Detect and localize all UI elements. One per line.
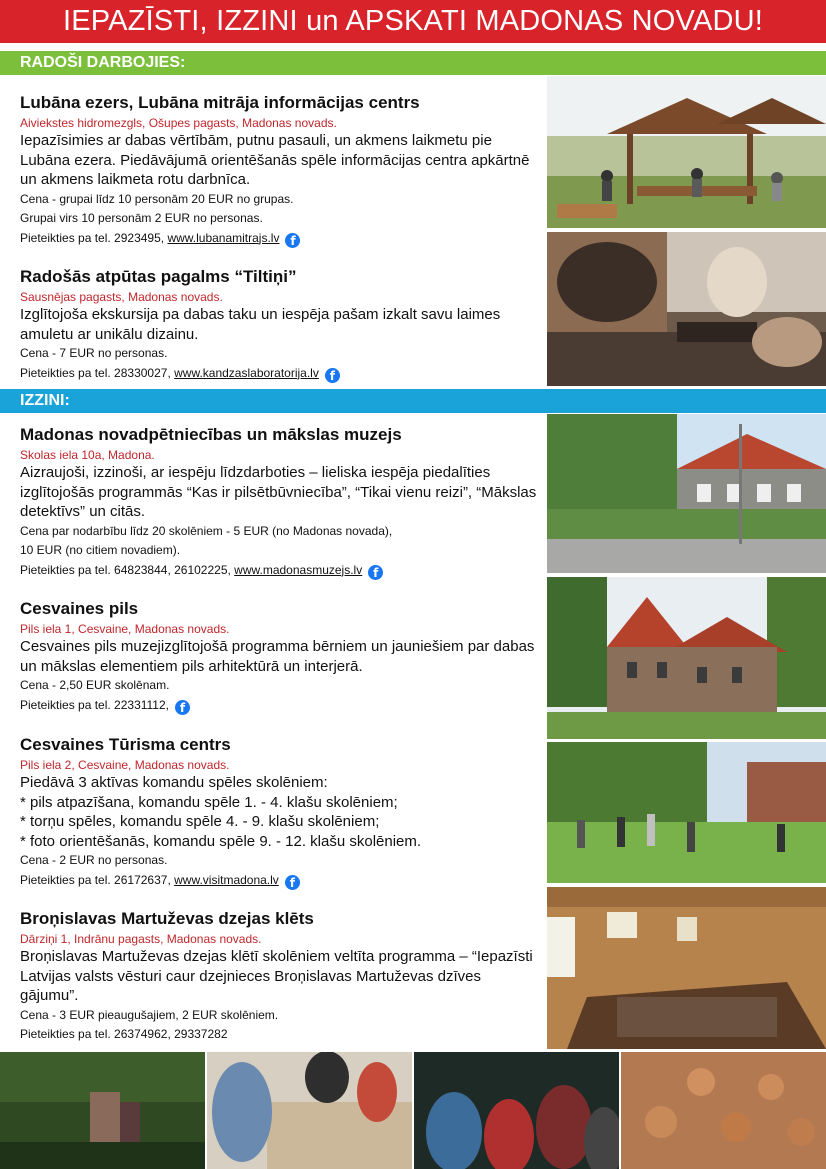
- entry-lubana: [20, 92, 540, 248]
- entry-tiltini: [20, 266, 540, 383]
- section-learn-heading: IZZINI:: [0, 389, 826, 413]
- contact-text: Pieteikties pa tel. 28330027,: [20, 365, 175, 380]
- entry-price: Cena - 2,50 EUR skolēnam.: [20, 678, 170, 692]
- facebook-icon[interactable]: f: [368, 565, 383, 580]
- photo-students-group: [414, 1052, 619, 1169]
- photo-lubana-gazebo: [547, 76, 826, 228]
- facebook-icon[interactable]: f: [175, 700, 190, 715]
- entry-description: Aizraujoši, izzinoši, ar iespēju līdzdarboties – lieliska iespēja piedalīties izglītojošās programmās “Kas ir pilsētbūvniecība”, “Tikai vienu reizi”, “Mākslas detektīvs” un citās.: [20, 464, 537, 520]
- page-banner: IEPAZĪSTI, IZZINI un APSKATI MADONAS NOVADU!: [0, 0, 826, 43]
- entry-price: 10 EUR (no citiem novadiem).: [20, 543, 181, 557]
- entry-contact: Pieteikties pa tel. 26374962, 29337282: [20, 1027, 228, 1041]
- entry-contact: [20, 364, 540, 384]
- entry-cesvaine-castle: [20, 598, 540, 715]
- entry-contact: [20, 229, 540, 249]
- entry-price: Cena par nodarbību līdz 20 skolēniem - 5 EUR (no Madonas novada),: [20, 523, 393, 538]
- contact-text: Pieteikties pa tel. 22331112,: [20, 697, 169, 712]
- website-link[interactable]: www.kandzaslaboratorija.lv: [174, 365, 319, 380]
- entry-description: Iepazīsimies ar dabas vērtībām, putnu pasauli, un akmens laikmetu pie Lubāna ezera. Piedāvājumā orientēšanās spēle informācijas centra apkārtnē un akmens laikmeta rotu darbnīca.: [20, 132, 530, 188]
- entry-price: Grupai virs 10 personām 2 EUR no personas.: [20, 211, 263, 225]
- entry-price: Cena - 2 EUR no personas.: [20, 853, 168, 867]
- photo-forest-hike: [0, 1052, 205, 1169]
- entry-contact: [20, 871, 540, 891]
- entry-contact: [20, 561, 540, 581]
- entry-description: Broņislavas Martuževas dzejas klētī skolēniem veltīta programma – “Iepazīsti Latvijas valsts vēsturi caur dzejnieces Broņislavas Martuževas dzīves gājumu”.: [20, 948, 533, 1004]
- section-create-heading: RADOŠI DARBOJIES:: [0, 51, 826, 75]
- entry-description: * pils atpazīšana, komandu spēle 1. - 4. klašu skolēniem;: [20, 793, 398, 811]
- photo-amulets: [621, 1052, 826, 1169]
- website-link[interactable]: www.madonasmuzejs.lv: [234, 562, 363, 577]
- entry-madona-museum: [20, 424, 540, 580]
- entry-description: Piedāvā 3 aktīvas komandu spēles skolēniem:: [20, 774, 328, 791]
- entry-title: Lubāna ezers, Lubāna mitrāja informācijas centrs: [20, 93, 420, 112]
- entry-address: Skolas iela 10a, Madona.: [20, 448, 155, 462]
- facebook-icon[interactable]: f: [285, 875, 300, 890]
- entry-cesvaine-tourism: [20, 734, 540, 890]
- entry-description: * torņu spēles, komandu spēle 4. - 9. klašu skolēniem;: [20, 813, 380, 830]
- entry-address: Pils iela 2, Cesvaine, Madonas novads.: [20, 758, 230, 772]
- entry-title: Cesvaines pils: [20, 599, 139, 618]
- entry-title: Madonas novadpētniecības un mākslas muzejs: [20, 425, 402, 444]
- entry-contact: [20, 696, 540, 716]
- photo-madona-museum: [547, 414, 826, 573]
- entry-title: Radošās atpūtas pagalms “Tiltiņi”: [20, 267, 297, 286]
- entry-price: Cena - grupai līdz 10 personām 20 EUR no grupas.: [20, 191, 294, 206]
- photo-cesvaine-castle: [547, 577, 826, 739]
- photo-map-table: [207, 1052, 412, 1169]
- facebook-icon[interactable]: f: [325, 368, 340, 383]
- entry-address: Aiviekstes hidromezgls, Ošupes pagasts, Madonas novads.: [20, 116, 337, 130]
- photo-cesvaine-games: [547, 742, 826, 883]
- entry-description: * foto orientēšanās, komandu spēle 9. - 12. klašu skolēniem.: [20, 832, 422, 850]
- contact-text: Pieteikties pa tel. 64823844, 26102225,: [20, 562, 235, 577]
- contact-text: Pieteikties pa tel. 26172637,: [20, 872, 175, 887]
- website-link[interactable]: www.visitmadona.lv: [174, 872, 279, 887]
- photo-poetry-barn: [547, 887, 826, 1049]
- entry-price: Cena - 3 EUR pieaugušajiem, 2 EUR skolēniem.: [20, 1007, 279, 1022]
- facebook-icon[interactable]: f: [285, 233, 300, 248]
- entry-description: Izglītojoša ekskursija pa dabas taku un iespēja pašam izkalt savu laimes amuletu ar unikālu dizainu.: [20, 306, 501, 343]
- website-link[interactable]: www.lubanamitrajs.lv: [167, 230, 280, 245]
- entry-martuzeva: [20, 908, 540, 1045]
- contact-text: Pieteikties pa tel. 2923495,: [20, 230, 168, 245]
- entry-title: Cesvaines Tūrisma centrs: [20, 735, 231, 754]
- entry-price: Cena - 7 EUR no personas.: [20, 346, 168, 360]
- entry-title: Broņislavas Martuževas dzejas klēts: [20, 909, 314, 928]
- entry-address: Dārziņi 1, Indrānu pagasts, Madonas novads.: [20, 932, 262, 946]
- photo-tiltini-workshop: [547, 232, 826, 386]
- entry-address: Pils iela 1, Cesvaine, Madonas novads.: [20, 622, 230, 636]
- entry-description: Cesvaines pils muzejizglītojošā programma bērniem un jauniešiem par dabas un mākslas elementiem pils arhitektūrā un interjerā.: [20, 638, 535, 675]
- entry-address: Sausnējas pagasts, Madonas novads.: [20, 290, 223, 304]
